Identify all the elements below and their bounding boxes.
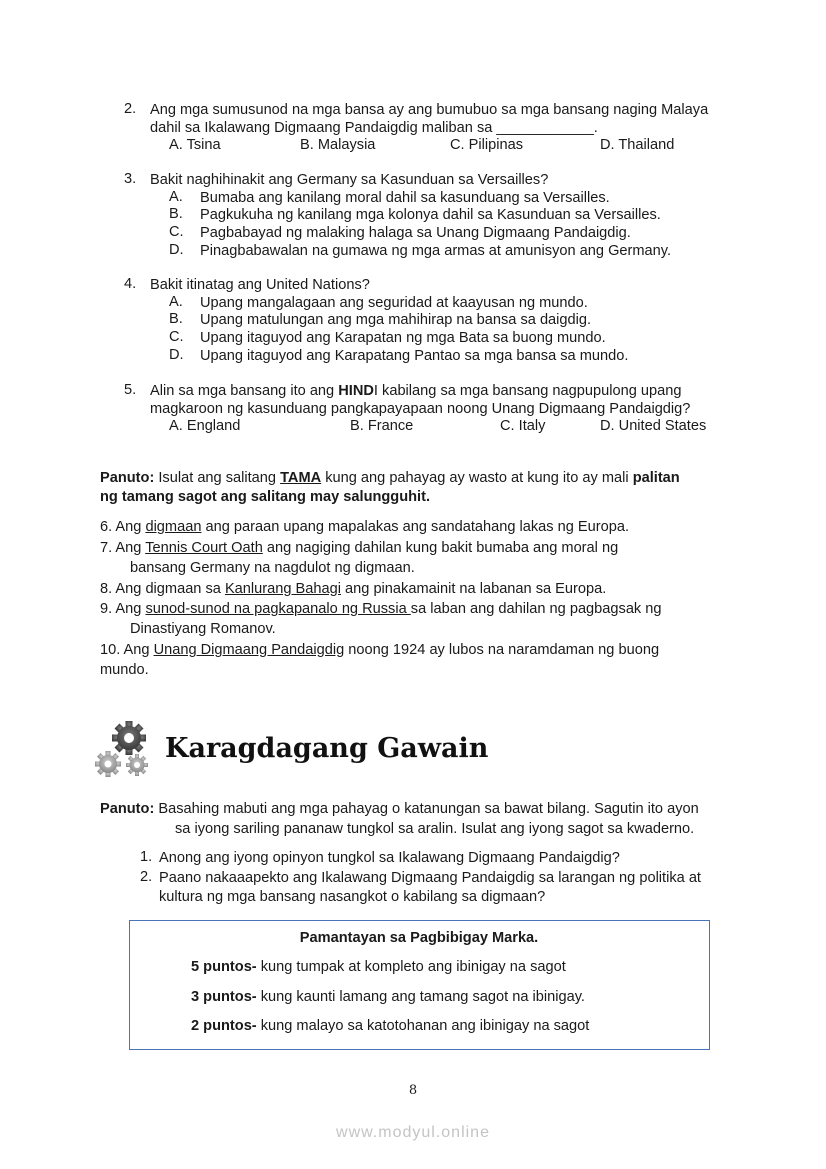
instructions-line: ng tamang sagot ang salitang may salungguhit. <box>100 489 431 505</box>
rubric-title: Pamantayan sa Pagbibigay Marka. <box>299 930 539 946</box>
rubric-description: kung tumpak at kompleto ang ibinigay na sagot <box>256 959 566 975</box>
choice-letter: A. <box>169 294 183 310</box>
instructions-line <box>100 800 699 818</box>
underlined-term: digmaan <box>145 519 202 535</box>
choice-letter: A. <box>169 189 183 205</box>
question-number: 2. <box>140 869 153 885</box>
rubric-description: kung kaunti lamang ang tamang sagot na ibinigay. <box>256 989 585 1005</box>
text-part: Isulat ang salitang <box>154 470 281 486</box>
question-text: magkaroon ng kasunduang pangkapayapaan noong Unang Digmaang Pandaigdig? <box>150 401 691 417</box>
gears-icon <box>94 720 156 782</box>
rubric-points: 5 puntos- <box>191 959 257 975</box>
item-10-continuation: mundo. <box>100 662 149 678</box>
choice-text: Bumaba ang kanilang moral dahil sa kasunduang sa Versailles. <box>200 190 610 206</box>
instructions-line: sa iyong sariling pananaw tungkol sa aralin. Isulat ang iyong sagot sa kwaderno. <box>175 821 695 837</box>
choice-letter: B. <box>169 311 183 327</box>
text-part: 7. Ang <box>100 540 146 556</box>
text-part: Alin sa mga bansang ito ang <box>150 383 339 399</box>
choice-letter: C. <box>169 329 184 345</box>
text-part: 6. Ang <box>100 519 146 535</box>
watermark: www.modyul.online <box>336 1124 490 1141</box>
text-part: ang nagiging dahilan kung bakit bumaba ang moral ng <box>262 540 619 556</box>
text-part: sa laban ang dahilan ng pagbagsak ng <box>410 601 662 617</box>
choice-c: C. Pilipinas <box>450 137 523 153</box>
text-part: noong 1924 ay lubos na naramdaman ng buong <box>344 642 660 658</box>
choice-text: Pagkukuha ng kanilang mga kolonya dahil sa Kasunduan sa Versailles. <box>200 207 661 223</box>
choice-letter: D. <box>169 242 184 258</box>
instructions-label: Panuto: <box>100 470 155 486</box>
choice-d: D. Thailand <box>600 137 675 153</box>
item-9-continuation: Dinastiyang Romanov. <box>130 621 276 637</box>
rubric-points: 3 puntos- <box>191 989 257 1005</box>
rubric-row <box>191 988 585 1006</box>
item-8 <box>100 580 606 598</box>
item-10 <box>100 641 659 659</box>
rubric-description: kung malayo sa katotohanan ang ibinigay na sagot <box>256 1018 590 1034</box>
question-number: 2. <box>124 101 137 117</box>
underlined-term: Kanlurang Bahagi <box>224 581 341 597</box>
choice-d: D. United States <box>600 418 707 434</box>
question-text: Bakit naghihinakit ang Germany sa Kasunduan sa Versailles? <box>150 172 549 188</box>
question-text: Ang mga sumusunod na mga bansa ay ang bumubuo sa mga bansang naging Malaya <box>150 102 709 118</box>
choice-text: Upang mangalagaan ang seguridad at kaayusan ng mundo. <box>200 295 588 311</box>
choice-letter: B. <box>169 206 183 222</box>
text-part: ang paraan upang mapalakas ang sandatahang lakas ng Europa. <box>201 519 630 535</box>
choice-b: B. Malaysia <box>300 137 376 153</box>
choice-b: B. France <box>350 418 414 434</box>
item-7-continuation: bansang Germany na nagdulot ng digmaan. <box>130 560 415 576</box>
instructions-label: Panuto: <box>100 801 155 817</box>
item-9 <box>100 600 662 618</box>
text-part: 9. Ang <box>100 601 146 617</box>
choice-letter: D. <box>169 347 184 363</box>
question-number: 3. <box>124 171 137 187</box>
section-title: Karagdagang Gawain <box>165 733 489 764</box>
item-7 <box>100 539 618 557</box>
emphasis-text: HIND <box>338 383 374 399</box>
choice-text: Pagbabayad ng malaking halaga sa Unang Digmaang Pandaigdig. <box>200 225 631 241</box>
question-number: 4. <box>124 276 137 292</box>
rubric-row <box>191 1017 589 1035</box>
question-text: Anong ang iyong opinyon tungkol sa Ikalawang Digmaang Pandaigdig? <box>159 850 620 866</box>
underlined-term: Tennis Court Oath <box>145 540 263 556</box>
choice-text: Upang itaguyod ang Karapatang Pantao sa mga bansa sa mundo. <box>200 348 629 364</box>
question-number: 1. <box>140 849 153 865</box>
text-part: Basahing mabuti ang mga pahayag o katanungan sa bawat bilang. Sagutin ito ayon <box>154 801 699 817</box>
item-6 <box>100 518 629 536</box>
rubric-row <box>191 958 566 976</box>
choice-a: A. England <box>169 418 241 434</box>
text-part: I kabilang sa mga bansang nagpupulong upang <box>373 383 682 399</box>
choice-a: A. Tsina <box>169 137 221 153</box>
text-part: 10. Ang <box>100 642 154 658</box>
instructions-line <box>100 469 680 487</box>
question-text: kultura ng mga bansang nasangkot o kabilang sa digmaan? <box>159 889 546 905</box>
choice-c: C. Italy <box>500 418 546 434</box>
emphasis-text: palitan <box>632 470 680 486</box>
question-number: 5. <box>124 382 137 398</box>
underlined-term: Unang Digmaang Pandaigdig <box>153 642 345 658</box>
page-number: 8 <box>408 1083 418 1098</box>
question-text: dahil sa Ikalawang Digmaang Pandaigdig maliban sa ____________. <box>150 120 598 136</box>
choice-text: Upang itaguyod ang Karapatan ng mga Bata sa buong mundo. <box>200 330 606 346</box>
text-part: ang pinakamainit na labanan sa Europa. <box>340 581 607 597</box>
question-text: Bakit itinatag ang United Nations? <box>150 277 370 293</box>
underlined-term: sunod-sunod na pagkapanalo ng Russia <box>145 601 411 617</box>
text-part: kung ang pahayag ay wasto at kung ito ay mali <box>321 470 633 486</box>
question-text: Paano nakaaapekto ang Ikalawang Digmaang Pandaigdig sa larangan ng politika at <box>159 870 701 886</box>
rubric-box <box>129 920 710 1050</box>
text-part: 8. Ang digmaan sa <box>100 581 225 597</box>
choice-text: Pinagbabawalan na gumawa ng mga armas at amunisyon ang Germany. <box>200 243 672 259</box>
question-text <box>150 382 681 400</box>
choice-text: Upang matulungan ang mga mahihirap na bansa sa daigdig. <box>200 312 592 328</box>
rubric-points: 2 puntos- <box>191 1018 257 1034</box>
choice-letter: C. <box>169 224 184 240</box>
keyword-tama: TAMA <box>280 470 322 486</box>
